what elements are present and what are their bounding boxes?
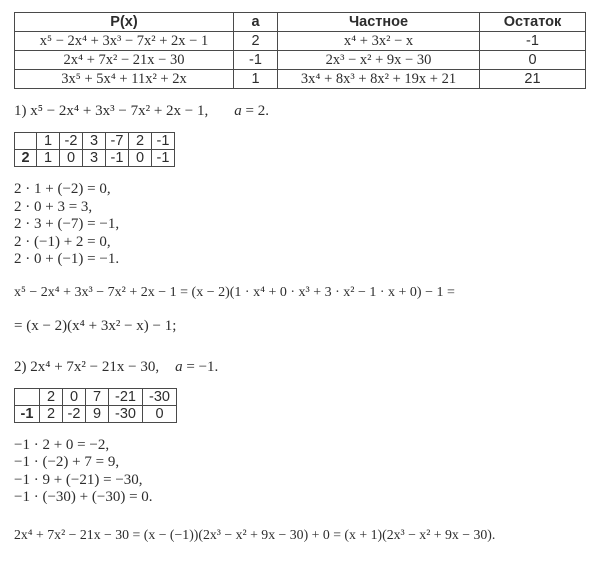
step-line: −1 · (−2) + 7 = 9,: [14, 454, 120, 470]
horner-cell: 1: [37, 133, 60, 150]
horner-a-cell: 2: [15, 150, 37, 167]
horner-a-cell: -1: [15, 405, 40, 422]
horner-result-row: [15, 150, 175, 167]
quotient-cell: 2x³ − x² + 9x − 30: [278, 51, 480, 70]
example2-result-line: 2x⁴ + 7x² − 21x − 30 = (x − (−1))(2x³ − x² + 9x − 30) + 0 = (x + 1)(2x³ − x² + 9x − 30).: [14, 526, 496, 542]
example1-result-line2: = (x − 2)(x⁴ + 3x² − x) − 1;: [14, 317, 177, 334]
column-header-a: a: [234, 13, 278, 32]
column-header-remainder: Остаток: [480, 13, 586, 32]
step-line: −1 · 2 + 0 = −2,: [14, 436, 110, 453]
step-line: 2 · 0 + (−1) = −1.: [14, 251, 120, 267]
table-row: [15, 32, 586, 51]
example2-steps: [14, 437, 600, 507]
horner-cell: -2: [60, 133, 83, 150]
horner-cell: 3: [83, 133, 106, 150]
quotient-cell: x⁴ + 3x² − x: [278, 32, 480, 51]
horner-cell: 0: [63, 388, 86, 405]
horner-cell: [15, 388, 40, 405]
step-line: −1 · 9 + (−21) = −30,: [14, 471, 143, 488]
example1-result-line1: x⁵ − 2x⁴ + 3x³ − 7x² + 2x − 1 = (x − 2)(1 · x⁴ + 0 · x³ + 3 · x² − 1 · x + 0) − 1 =: [14, 284, 455, 300]
horner-cell: 2: [40, 388, 63, 405]
step-line: −1 · (−30) + (−30) = 0.: [14, 489, 153, 505]
horner-cell: -30: [109, 405, 143, 422]
example1-heading-text: 1) x⁵ − 2x⁴ + 3x³ − 7x² + 2x − 1,: [14, 103, 209, 119]
remainder-cell: 21: [480, 70, 586, 89]
horner-cell: [15, 133, 37, 150]
example1-a-label: a: [234, 103, 242, 119]
a-value-cell: 1: [234, 70, 278, 89]
example2-heading: [14, 359, 600, 376]
summary-header-row: [15, 13, 586, 32]
polynomial-cell: 2x⁴ + 7x² − 21x − 30: [15, 51, 234, 70]
horner-cell: 1: [37, 150, 60, 167]
horner-coefficients-row: [15, 133, 175, 150]
horner-cell: 7: [86, 388, 109, 405]
horner-cell: 0: [129, 150, 152, 167]
example2-heading-text: 2) 2x⁴ + 7x² − 21x − 30,: [14, 358, 160, 375]
example1-heading: [14, 103, 600, 120]
horner-cell: 3: [83, 150, 106, 167]
horner-cell: 0: [143, 405, 177, 422]
horner-cell: 2: [129, 133, 152, 150]
horner-cell: 0: [60, 150, 83, 167]
example1-a-value: = 2.: [241, 103, 269, 119]
step-line: 2 · (−1) + 2 = 0,: [14, 233, 111, 250]
example2-a-value: = −1.: [182, 358, 219, 375]
horner-cell: -1: [106, 150, 129, 167]
horner-cell: -21: [109, 388, 143, 405]
column-header-quotient: Частное: [278, 13, 480, 32]
horner-table-1: [14, 132, 175, 167]
polynomial-cell: 3x⁵ + 5x⁴ + 11x² + 2x: [15, 70, 234, 89]
summary-table: [14, 12, 586, 89]
table-row: [15, 70, 586, 89]
horner-table-2: [14, 388, 177, 423]
horner-cell: -30: [143, 388, 177, 405]
horner-coefficients-row: [15, 388, 177, 405]
example1-steps: [14, 181, 600, 269]
polynomial-cell: x⁵ − 2x⁴ + 3x³ − 7x² + 2x − 1: [15, 32, 234, 51]
step-line: 2 · 3 + (−7) = −1,: [14, 216, 120, 232]
horner-cell: -2: [63, 405, 86, 422]
column-header-px: P(x): [15, 13, 234, 32]
example2-a-label: a: [175, 358, 183, 375]
step-line: 2 · 0 + 3 = 3,: [14, 198, 93, 215]
horner-cell: -1: [152, 133, 175, 150]
quotient-cell: 3x⁴ + 8x³ + 8x² + 19x + 21: [278, 70, 480, 89]
table-row: [15, 51, 586, 70]
horner-cell: 2: [40, 405, 63, 422]
horner-cell: 9: [86, 405, 109, 422]
horner-cell: -7: [106, 133, 129, 150]
remainder-cell: -1: [480, 32, 586, 51]
remainder-cell: 0: [480, 51, 586, 70]
horner-result-row: [15, 405, 177, 422]
a-value-cell: -1: [234, 51, 278, 70]
a-value-cell: 2: [234, 32, 278, 51]
step-line: 2 · 1 + (−2) = 0,: [14, 181, 111, 197]
horner-cell: -1: [152, 150, 175, 167]
